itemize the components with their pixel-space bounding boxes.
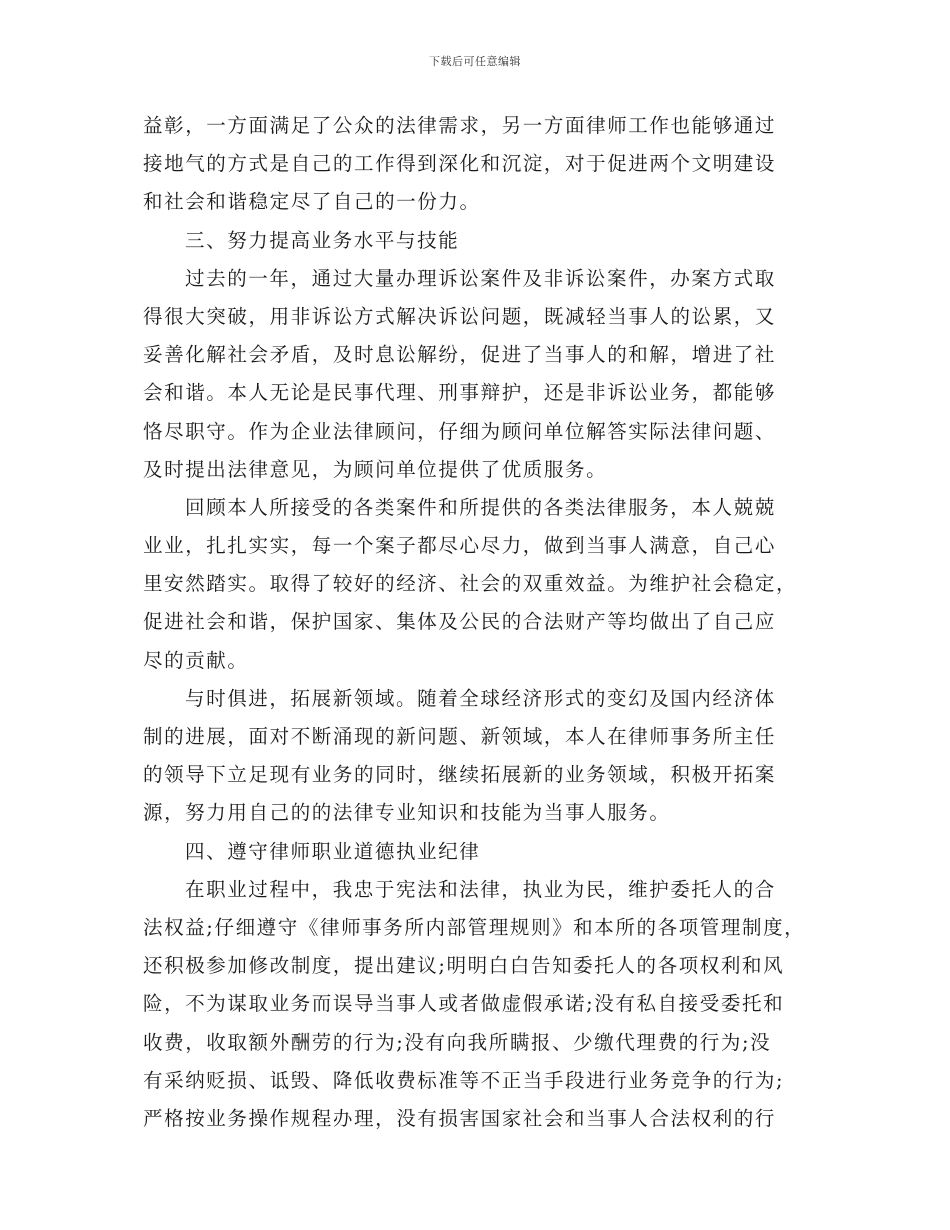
text-line: 收费，收取额外酬劳的行为;没有向我所瞒报、少缴代理费的行为;没	[143, 1030, 772, 1054]
text-line: 和社会和谐稳定尽了自己的一份力。	[143, 190, 481, 214]
text-line: 妥善化解社会矛盾，及时息讼解纷，促进了当事人的和解，增进了社	[143, 343, 777, 367]
text-line: 严格按业务操作规程办理，没有损害国家社会和当事人合法权利的行	[143, 1106, 777, 1130]
text-line: 里安然踏实。取得了较好的经济、社会的双重效益。为维护社会稳定，	[143, 572, 798, 596]
text-line: 益彰，一方面满足了公众的法律需求，另一方面律师工作也能够通过	[143, 114, 777, 137]
text-line: 制的进展，面对不断涌现的新问题、新领域，本人在律师事务所主任	[143, 725, 777, 748]
text-line: 及时提出法律意见，为顾问单位提供了优质服务。	[143, 457, 608, 481]
text-line: 接地气的方式是自己的工作得到深化和沉淀，对于促进两个文明建设	[143, 152, 777, 176]
text-line: 法权益;仔细遵守《律师事务所内部管理规则》和本所的各项管理制度，	[143, 915, 806, 939]
text-line: 源，努力用自己的的法律专业知识和技能为当事人服务。	[143, 801, 671, 825]
text-line: 过去的一年，通过大量办理诉讼案件及非诉讼案件，办案方式取	[185, 266, 776, 290]
text-line: 在职业过程中，我忠于宪法和法律，执业为民，维护委托人的合	[185, 877, 776, 901]
text-line: 会和谐。本人无论是民事代理、刑事辩护，还是非诉讼业务，都能够	[143, 381, 777, 405]
text-line: 回顾本人所接受的各类案件和所提供的各类法律服务，本人兢兢	[185, 495, 776, 519]
text-line: 险，不为谋取业务而误导当事人或者做虚假承诺;没有私自接受委托和	[143, 992, 785, 1016]
text-line: 有采纳贬损、诋毁、降低收费标准等不正当手段进行业务竞争的行为;	[143, 1068, 785, 1092]
text-line: 得很大突破，用非诉讼方式解决诉讼问题，既减轻当事人的讼累，又	[143, 304, 777, 328]
page-header: 下载后可任意编辑	[429, 55, 521, 68]
text-line: 尽的贡献。	[143, 648, 249, 672]
text-line: 业业，扎扎实实，每一个案子都尽心尽力，做到当事人满意，自己心	[143, 534, 777, 558]
text-line: 还积极参加修改制度，提出建议;明明白白告知委托人的各项权利和风	[143, 954, 785, 978]
text-line: 三、努力提高业务水平与技能	[185, 228, 460, 252]
text-line: 的领导下立足现有业务的同时，继续拓展新的业务领域，积极开拓案	[143, 763, 777, 787]
text-line: 恪尽职守。作为企业法律顾问，仔细为顾问单位解答实际法律问题、	[143, 419, 777, 443]
document-body	[143, 107, 823, 1138]
text-line: 促进社会和谐，保护国家、集体及公民的合法财产等均做出了自己应	[143, 610, 777, 634]
text-line: 四、遵守律师职业道德执业纪律	[185, 839, 481, 863]
text-line: 与时俱进，拓展新领域。随着全球经济形式的变幻及国内经济体	[185, 686, 776, 710]
